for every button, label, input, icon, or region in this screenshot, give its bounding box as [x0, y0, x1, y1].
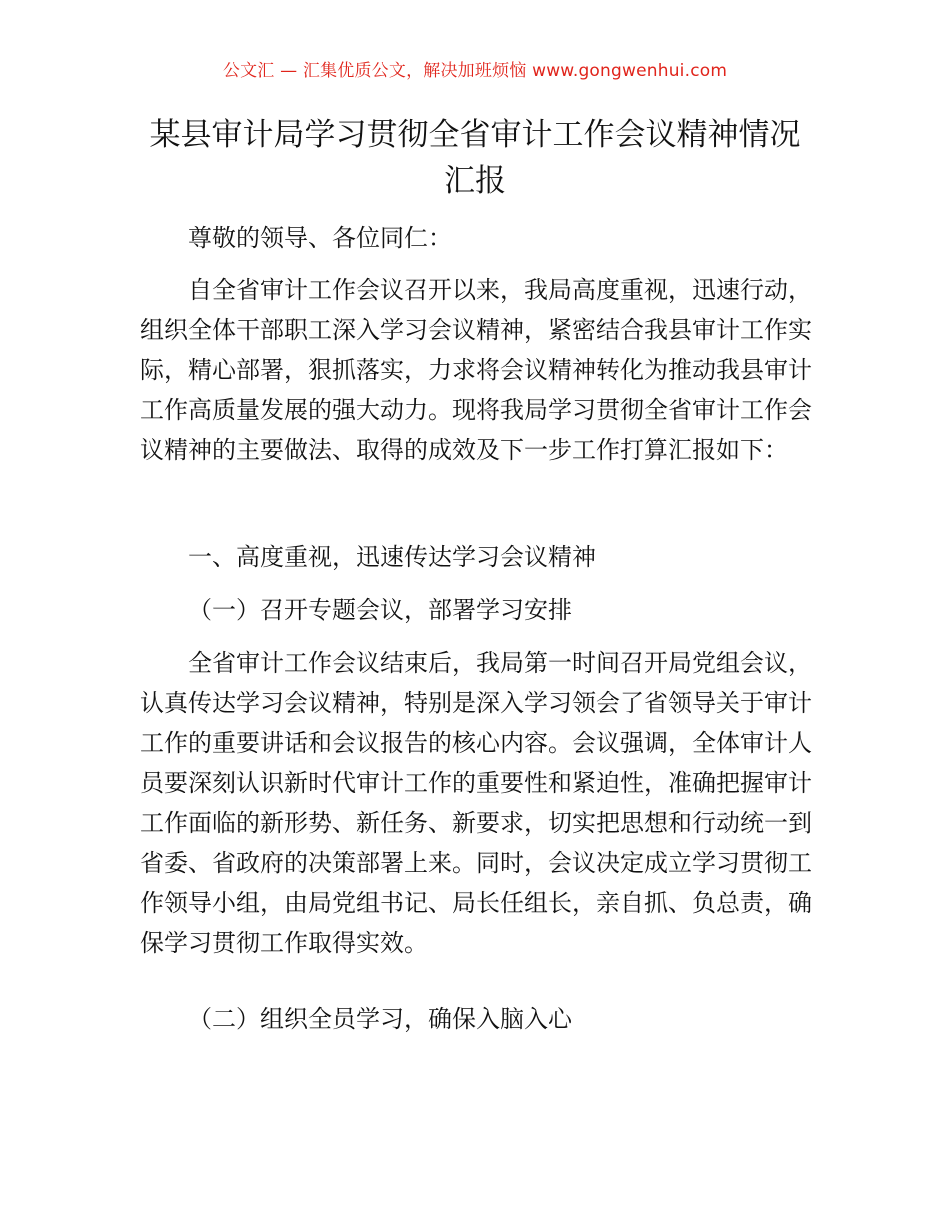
intro-block: [140, 270, 812, 470]
subsection-1-body-block: [140, 643, 812, 963]
salutation-block: [140, 218, 812, 258]
section-1-heading: 一、高度重视，迅速传达学习会议精神: [188, 543, 596, 571]
subsection-2-heading: （二）组织全员学习，确保入脑入心: [188, 1005, 572, 1033]
section-1-block: [140, 537, 812, 577]
subsection-2-block: [140, 999, 812, 1039]
intro-paragraph: 自全省审计工作会议召开以来，我局高度重视，迅速行动，组织全体干部职工深入学习会议精神，紧密结合我县审计工作实际，精心部署，狠抓落实，力求将会议精神转化为推动我县审计工作高质量发展的强大动力。现将我局学习贯彻全省审计工作会议精神的主要做法、取得的成效及下一步工作打算汇报如下：: [140, 276, 812, 464]
site-banner[interactable]: 公文汇 — 汇集优质公文，解决加班烦恼 www.gongwenhui.com: [222, 61, 728, 81]
document-title: 某县审计局学习贯彻全省审计工作会议精神情况汇报: [149, 117, 801, 199]
subsection-1-paragraph: 全省审计工作会议结束后，我局第一时间召开局党组会议，认真传达学习会议精神，特别是深入学习领会了省领导关于审计工作的重要讲话和会议报告的核心内容。会议强调，全体审计人员要深刻认识新时代审计工作的重要性和紧迫性，准确把握审计工作面临的新形势、新任务、新要求，切实把思想和行动统一到省委、省政府的决策部署上来。同时，会议决定成立学习贯彻工作领导小组，由局党组书记、局长任组长，亲自抓、负总责，确保学习贯彻工作取得实效。: [140, 649, 812, 957]
subsection-1-heading: （一）召开专题会议，部署学习安排: [188, 596, 572, 624]
salutation: 尊敬的领导、各位同仁：: [188, 224, 452, 252]
subsection-1-block: [140, 590, 812, 630]
